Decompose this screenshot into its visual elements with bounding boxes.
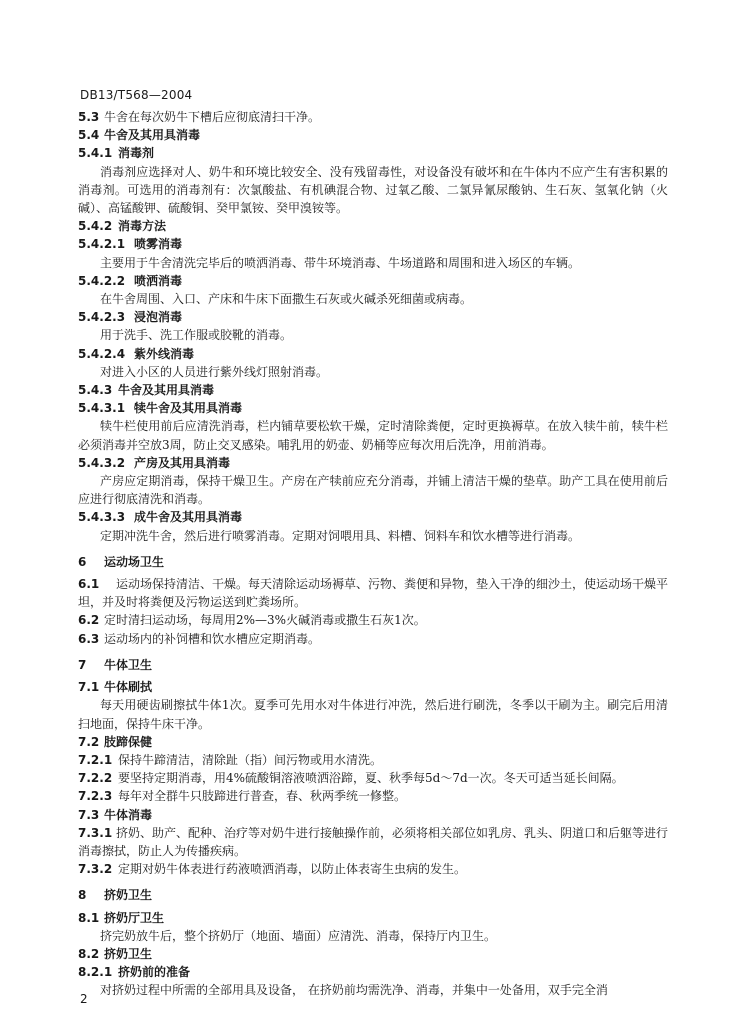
section-heading <box>78 381 668 399</box>
section-title: 牛舍及其用具消毒 <box>118 383 215 398</box>
section-number: 7 <box>78 657 87 672</box>
section-title: 挤奶卫生 <box>104 946 153 961</box>
section-title: 牛体刷拭 <box>104 680 153 695</box>
section-number: 5.3 <box>78 110 100 124</box>
paragraph: 对进入小区的人员进行紫外线灯照射消毒。 <box>100 364 329 379</box>
clause-number: 6.1 <box>78 577 100 592</box>
section-number: 7.1 <box>78 680 100 695</box>
section-heading <box>78 909 668 927</box>
section-title: 挤奶前的准备 <box>118 965 191 980</box>
section-number: 8.2.1 <box>78 965 113 980</box>
section-number: 5.4.3.1 <box>78 401 126 416</box>
clause-paragraph <box>78 824 668 860</box>
clause-text: 挤奶、助产、配种、治疗等对奶牛进行接触操作前，必须将相关部位如乳房、乳头、阴道口和后躯等进行消毒擦拭，防止人为传播疾病。 <box>78 825 669 858</box>
section-number: 6.2 <box>78 613 100 628</box>
paragraph: 对挤奶过程中所需的全部用具及设备， 在挤奶前均需洗净、消毒，并集中一处备用，双手完全消 <box>100 983 608 998</box>
paragraph: 在牛舍周围、入口、产床和牛床下面撒生石灰或火碱杀死细菌或病毒。 <box>100 292 473 307</box>
section-heading <box>78 345 668 363</box>
section-number: 5.4.2.1 <box>78 237 126 252</box>
section-number: 8.2 <box>78 946 100 961</box>
section-heading <box>78 272 668 290</box>
clause-text: 保持牛蹄清洁，清除趾（指）间污物或用水清洗。 <box>118 752 383 767</box>
section-number: 5.4.2.2 <box>78 273 126 288</box>
section-number: 5.4.2.3 <box>78 310 126 325</box>
section-number: 7.3 <box>78 807 100 822</box>
section-title: 犊牛舍及其用具消毒 <box>134 401 243 416</box>
clause <box>78 769 668 787</box>
section-title: 成牛舍及其用具消毒 <box>134 510 243 525</box>
clause-text: 要坚持定期消毒，用4%硫酸铜溶液喷洒浴蹄，夏、秋季每5d～7d一次。冬天可适当延长间隔。 <box>118 771 624 786</box>
paragraph: 用于洗手、洗工作服或胶靴的消毒。 <box>100 328 293 343</box>
section-heading <box>78 308 668 326</box>
section-heading <box>78 144 668 162</box>
clause <box>78 751 668 769</box>
chapter-heading <box>78 886 668 904</box>
section-number: 5.4.2.4 <box>78 346 126 361</box>
paragraph: 产房应定期消毒，保持干燥卫生。产房在产犊前应充分消毒，并铺上清洁干燥的垫草。助产工具在使用前后应进行彻底清洗和消毒。 <box>78 474 668 507</box>
section-heading <box>78 733 668 751</box>
section-heading <box>78 963 668 981</box>
section-number: 5.4.3 <box>78 383 113 398</box>
section-title: 牛体消毒 <box>104 807 153 822</box>
section-heading <box>78 806 668 824</box>
section-number: 8.1 <box>78 910 100 925</box>
clause-paragraph <box>78 575 668 611</box>
section-number: 5.4.1 <box>78 146 113 161</box>
section-number: 6.3 <box>78 631 100 646</box>
section-number: 7.2.2 <box>78 771 113 786</box>
section-title: 产房及其用具消毒 <box>134 455 231 470</box>
clause-text: 定期对奶牛体表进行药液喷洒消毒，以防止体表寄生虫病的发生。 <box>118 862 467 877</box>
section-heading <box>78 217 668 235</box>
chapter-heading <box>78 656 668 674</box>
section-title: 肢蹄保健 <box>104 734 153 749</box>
page-number: 2 <box>80 992 88 1006</box>
section-number: 5.4.2 <box>78 219 113 234</box>
clause-text: 运动场保持清洁、干燥。每天清除运动场褥草、污物、粪便和异物，垫入干净的细沙土，使运动场干燥平坦，并及时将粪便及污物运送到贮粪场所。 <box>78 577 669 610</box>
section-heading <box>78 454 668 472</box>
section-heading <box>78 126 668 144</box>
section-title: 牛舍及其用具消毒 <box>104 128 201 143</box>
clause-text: 每年对全群牛只肢蹄进行普查，春、秋两季统一修整。 <box>118 789 407 804</box>
section-heading <box>78 399 668 417</box>
clause-text: 牛舍在每次奶牛下槽后应彻底清扫干净。 <box>104 110 321 124</box>
section-number: 8 <box>78 888 87 903</box>
section-heading <box>78 678 668 696</box>
section-number: 7.2.3 <box>78 789 113 804</box>
clause-text: 定时清扫运动场，每周用2%—3%火碱消毒或撒生石灰1次。 <box>104 613 426 628</box>
paragraph: 挤完奶放牛后，整个挤奶厅（地面、墙面）应清洗、消毒，保持厅内卫生。 <box>100 928 497 943</box>
section-title: 牛体卫生 <box>104 657 153 672</box>
clause <box>78 860 668 878</box>
clause <box>78 630 668 648</box>
section-heading <box>78 235 668 253</box>
paragraph: 犊牛栏使用前后应清洗消毒，栏内铺草要松软干燥，定时清除粪便，定时更换褥草。在放入犊牛前，犊牛栏必须消毒并空放3周，防止交叉感染。哺乳用的奶壶、奶桶等应每次用后洗净，用前消毒。 <box>78 419 668 452</box>
section-title: 运动场卫生 <box>104 554 165 569</box>
document-body <box>78 108 668 1000</box>
section-number: 5.4.3.3 <box>78 510 126 525</box>
section-number: 5.4 <box>78 128 100 143</box>
standard-code: DB13/T568—2004 <box>80 88 193 102</box>
section-number: 5.4.3.2 <box>78 455 126 470</box>
section-title: 消毒剂 <box>118 146 155 161</box>
section-title: 紫外线消毒 <box>134 346 195 361</box>
clause <box>78 108 668 126</box>
clause <box>78 611 668 629</box>
section-title: 喷雾消毒 <box>134 237 183 252</box>
paragraph: 消毒剂应选择对人、奶牛和环境比较安全、没有残留毒性，对设备没有破坏和在牛体内不应产生有害积累的消毒剂。可选用的消毒剂有：次氯酸盐、有机碘混合物、过氧乙酸、二氯异氰尿酸钠、生石灰、氢氧化钠（火碱）、高锰酸钾、硫酸铜、癸甲氯铵、癸甲溴铵等。 <box>78 164 668 216</box>
section-title: 喷洒消毒 <box>134 273 183 288</box>
section-number: 7.2 <box>78 734 100 749</box>
clause-text: 运动场内的补饲槽和饮水槽应定期消毒。 <box>104 631 321 646</box>
section-heading <box>78 508 668 526</box>
section-heading <box>78 945 668 963</box>
section-title: 消毒方法 <box>118 219 167 234</box>
section-number: 7.2.1 <box>78 752 113 767</box>
section-title: 挤奶厅卫生 <box>104 910 165 925</box>
section-number: 7.3.2 <box>78 862 113 877</box>
section-number: 6 <box>78 554 87 569</box>
clause-number: 7.3.1 <box>78 825 113 840</box>
clause <box>78 787 668 805</box>
paragraph: 每天用硬齿刷擦拭牛体1次。夏季可先用水对牛体进行冲洗，然后进行刷洗，冬季以干刷为主。刷完后用清扫地面，保持牛床干净。 <box>78 698 668 731</box>
section-title: 浸泡消毒 <box>134 310 183 325</box>
paragraph: 主要用于牛舍清洗完毕后的喷洒消毒、带牛环境消毒、牛场道路和周围和进入场区的车辆。 <box>100 255 581 270</box>
section-title: 挤奶卫生 <box>104 888 153 903</box>
paragraph: 定期冲洗牛舍，然后进行喷雾消毒。定期对饲喂用具、料槽、饲料车和饮水槽等进行消毒。 <box>100 528 581 543</box>
chapter-heading <box>78 553 668 571</box>
